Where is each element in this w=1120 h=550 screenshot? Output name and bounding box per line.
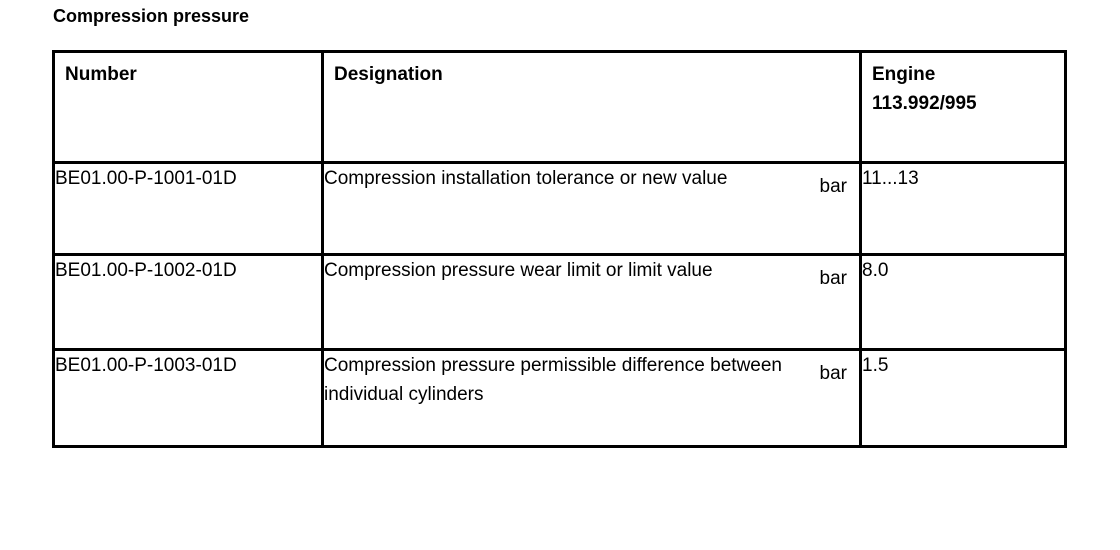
row-designation-cell [323,255,861,350]
compression-pressure-table [52,50,1067,448]
table-row [54,350,1066,447]
row-number: BE01.00-P-1003-01D [54,350,323,447]
header-number: Number [54,52,323,163]
page-title: Compression pressure [53,6,250,26]
header-engine-model: 113.992/995 [872,93,977,114]
row-number: BE01.00-P-1001-01D [54,163,323,255]
row-designation: Compression pressure permissible difference between individual cylinders [324,355,782,405]
row-unit: bar [819,363,847,384]
row-designation: Compression pressure wear limit or limit value [324,260,713,281]
row-number: BE01.00-P-1002-01D [54,255,323,350]
row-designation: Compression installation tolerance or new value [324,168,728,189]
row-engine-value: 1.5 [861,350,1066,447]
row-unit: bar [819,268,847,289]
table-header-row [54,52,1066,163]
header-designation: Designation [323,52,861,163]
row-engine-value: 8.0 [861,255,1066,350]
header-engine [861,52,1066,163]
row-unit: bar [819,176,847,197]
header-engine-label: Engine [872,64,936,85]
table-row [54,255,1066,350]
table-row [54,163,1066,255]
row-designation-cell [323,350,861,447]
row-designation-cell [323,163,861,255]
row-engine-value: 11...13 [861,163,1066,255]
